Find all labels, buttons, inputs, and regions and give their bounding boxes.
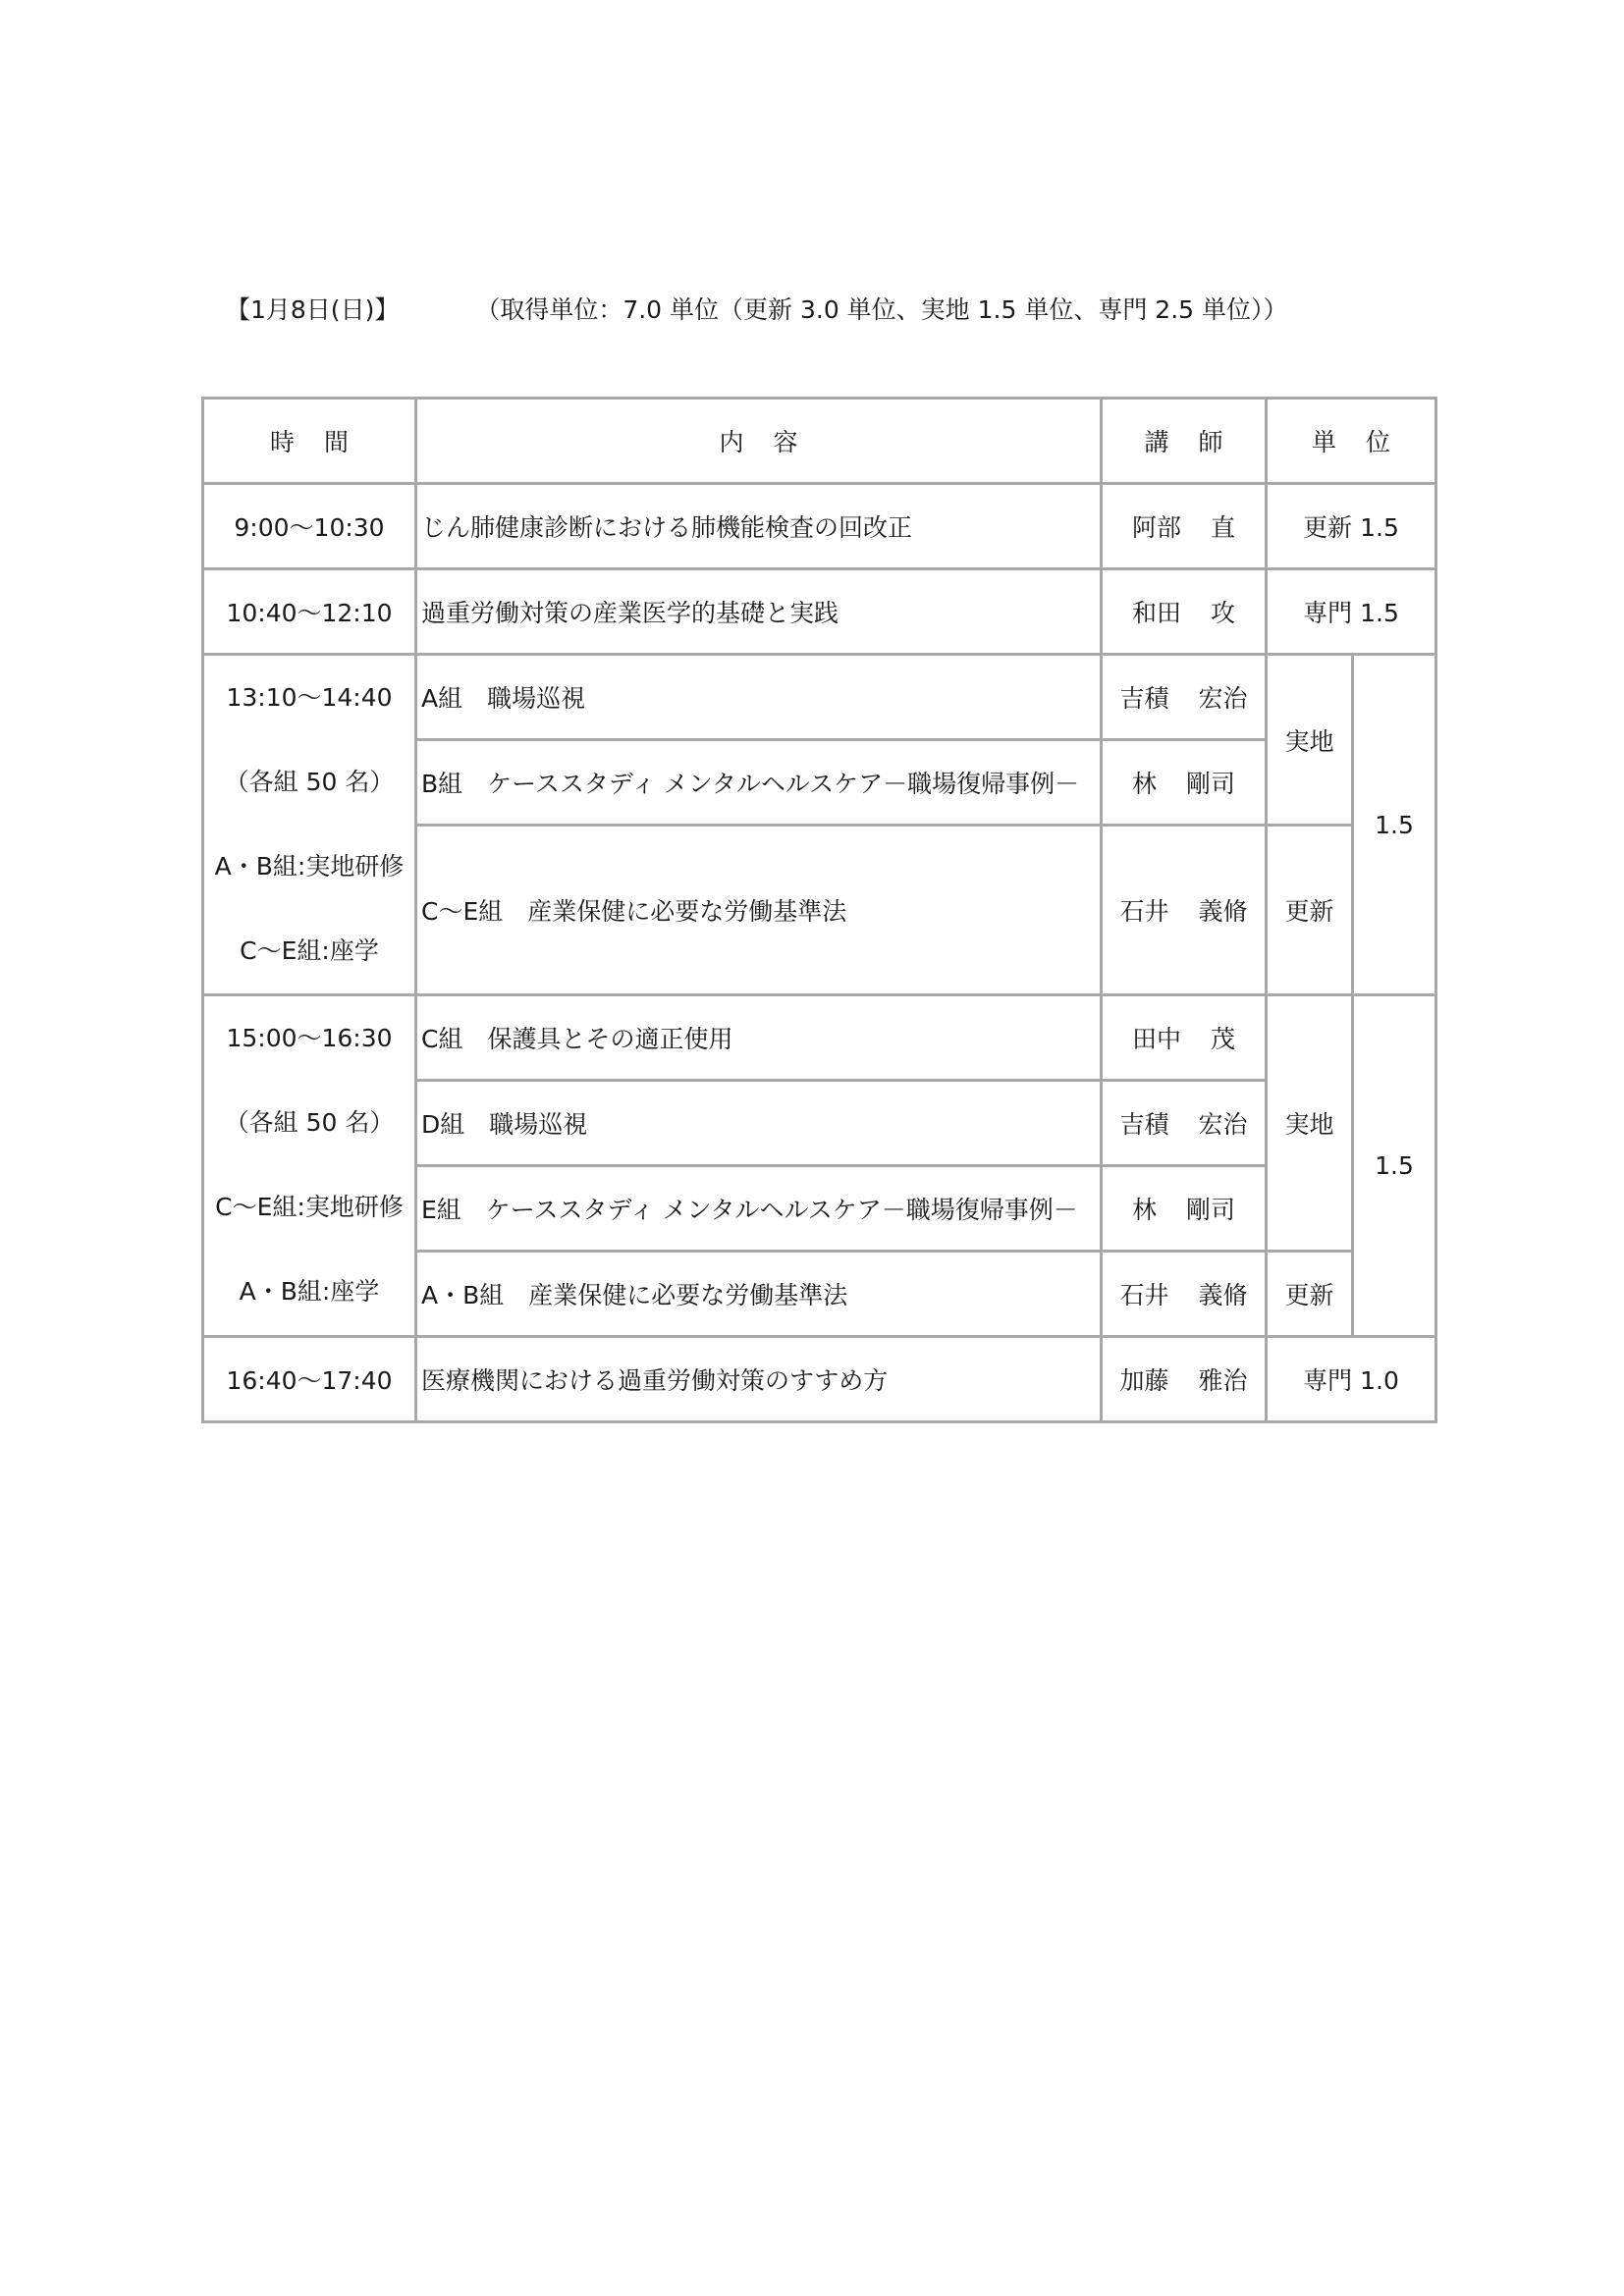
unit-cell: 専門 1.5 bbox=[1267, 569, 1436, 655]
header-unit: 単 位 bbox=[1267, 399, 1436, 484]
header-time: 時 間 bbox=[203, 399, 416, 484]
content-cell: A・B組 産業保健に必要な労働基準法 bbox=[416, 1252, 1102, 1337]
lecturer-cell: 石井 義脩 bbox=[1102, 1252, 1267, 1337]
time-cell: 10:40～12:10 bbox=[203, 569, 416, 655]
credits-summary: （取得単位：7.0 単位（更新 3.0 単位、実地 1.5 単位、専門 2.5 単位）） bbox=[475, 295, 1288, 324]
unit-type-cell: 実地 bbox=[1267, 995, 1353, 1252]
unit-type-cell: 更新 bbox=[1267, 826, 1353, 995]
lecturer-cell: 阿部 直 bbox=[1102, 484, 1267, 569]
content-cell: 過重労働対策の産業医学的基礎と実践 bbox=[416, 569, 1102, 655]
unit-value-cell: 1.5 bbox=[1353, 995, 1436, 1337]
lecturer-cell: 和田 攻 bbox=[1102, 569, 1267, 655]
content-cell: A組 職場巡視 bbox=[416, 655, 1102, 740]
lecturer-cell: 加藤 雅治 bbox=[1102, 1337, 1267, 1422]
lecturer-cell: 石井 義脩 bbox=[1102, 826, 1267, 995]
content-cell: B組 ケーススタディ メンタルヘルスケア－職場復帰事例－ bbox=[416, 740, 1102, 826]
lecturer-cell: 田中 茂 bbox=[1102, 995, 1267, 1081]
lecturer-cell: 吉積 宏治 bbox=[1102, 1081, 1267, 1166]
time-cell: 16:40～17:40 bbox=[203, 1337, 416, 1422]
table-row bbox=[203, 655, 1436, 740]
group-assignment: C～E組:座学 bbox=[240, 936, 379, 965]
group-assignment: A・B組:座学 bbox=[239, 1277, 380, 1306]
table-row bbox=[203, 995, 1436, 1081]
time-range: 13:10～14:40 bbox=[226, 683, 393, 712]
content-cell: C組 保護具とその適正使用 bbox=[416, 995, 1102, 1081]
table-header-row bbox=[203, 399, 1436, 484]
time-cell-group bbox=[203, 655, 416, 995]
table-row bbox=[203, 484, 1436, 569]
lecturer-cell: 吉積 宏治 bbox=[1102, 655, 1267, 740]
group-assignment: A・B組:実地研修 bbox=[214, 852, 405, 881]
table-row bbox=[203, 1337, 1436, 1422]
page-header bbox=[226, 291, 1288, 326]
time-range: 15:00～16:30 bbox=[226, 1024, 393, 1052]
unit-value-cell: 1.5 bbox=[1353, 655, 1436, 995]
group-size-note: （各組 50 名） bbox=[224, 768, 395, 796]
unit-cell: 専門 1.0 bbox=[1267, 1337, 1436, 1422]
content-cell: じん肺健康診断における肺機能検査の回改正 bbox=[416, 484, 1102, 569]
unit-type-cell: 実地 bbox=[1267, 655, 1353, 826]
group-size-note: （各組 50 名） bbox=[224, 1108, 395, 1137]
content-cell: C～E組 産業保健に必要な労働基準法 bbox=[416, 826, 1102, 995]
unit-cell: 更新 1.5 bbox=[1267, 484, 1436, 569]
lecturer-cell: 林 剛司 bbox=[1102, 740, 1267, 826]
unit-type-cell: 更新 bbox=[1267, 1252, 1353, 1337]
schedule-table bbox=[201, 397, 1437, 1423]
lecturer-cell: 林 剛司 bbox=[1102, 1166, 1267, 1252]
content-cell: E組 ケーススタディ メンタルヘルスケア－職場復帰事例－ bbox=[416, 1166, 1102, 1252]
time-cell: 9:00～10:30 bbox=[203, 484, 416, 569]
group-assignment: C～E組:実地研修 bbox=[215, 1193, 404, 1221]
header-content: 内 容 bbox=[416, 399, 1102, 484]
content-cell: 医療機関における過重労働対策のすすめ方 bbox=[416, 1337, 1102, 1422]
time-cell-group bbox=[203, 995, 416, 1337]
content-cell: D組 職場巡視 bbox=[416, 1081, 1102, 1166]
header-lecturer: 講 師 bbox=[1102, 399, 1267, 484]
table-row bbox=[203, 569, 1436, 655]
schedule-date: 【1月8日(日)】 bbox=[226, 295, 400, 324]
